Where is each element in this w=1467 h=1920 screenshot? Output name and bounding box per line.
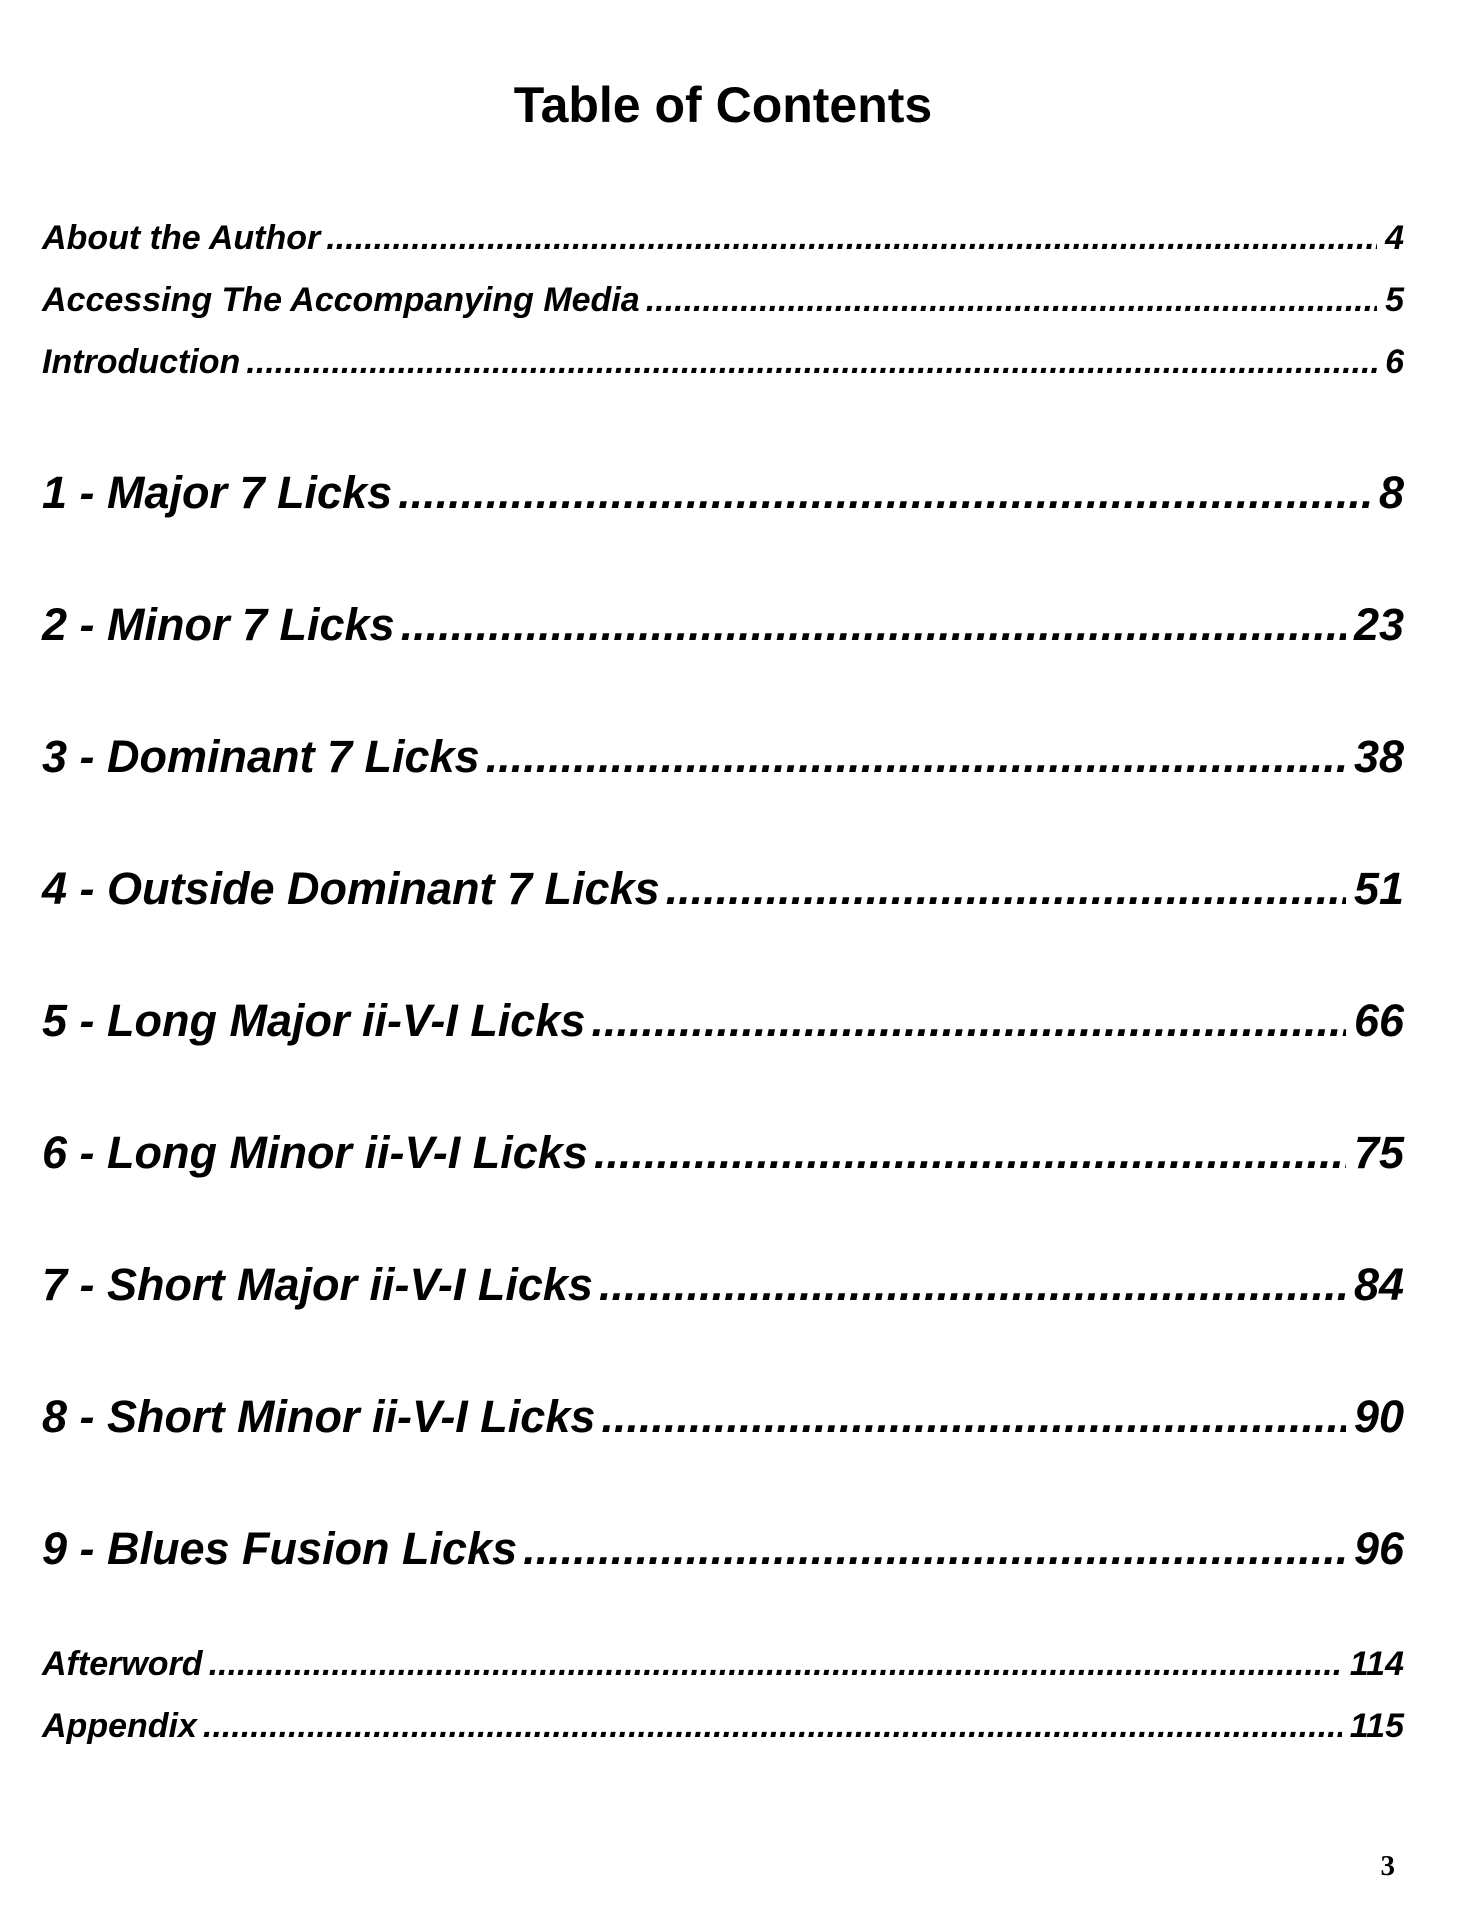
toc-entry-label: 8 - Short Minor ii-V-I Licks [42,1391,596,1442]
dot-leader [601,1391,1346,1443]
toc-entry-page: 90 [1353,1391,1404,1442]
toc-entry-chapter-3 [42,731,1404,783]
dot-leader [599,1259,1346,1311]
toc-entry-chapter-9 [42,1523,1404,1575]
toc-entry-chapter-1 [42,467,1404,519]
toc-entry-page: 115 [1349,1707,1404,1745]
dot-leader [203,1695,1342,1757]
toc-entry-label: 4 - Outside Dominant 7 Licks [42,863,660,914]
dot-leader [666,863,1346,915]
chapter-list [42,467,1404,1575]
toc-entry-page: 84 [1353,1259,1404,1310]
dot-leader [209,1633,1342,1695]
dot-leader [401,599,1346,651]
toc-entry-label: Introduction [42,343,241,381]
toc-entry-page: 96 [1353,1523,1404,1574]
toc-entry-label: 5 - Long Major ii-V-I Licks [42,995,586,1046]
toc-entry-label: Afterword [42,1645,203,1683]
toc-entry-label: 1 - Major 7 Licks [42,467,393,518]
front-matter-list [42,207,1404,393]
toc-entry-appendix [42,1695,1404,1757]
toc-entry-label: 3 - Dominant 7 Licks [42,731,480,782]
toc-entry-accessing-media [42,269,1404,331]
toc-entry-chapter-7 [42,1259,1404,1311]
toc-entry-page: 75 [1353,1127,1404,1178]
toc-entry-chapter-2 [42,599,1404,651]
toc-entry-label: Accessing The Accompanying Media [42,281,640,319]
toc-entry-label: About the Author [42,219,321,257]
toc-entry-page: 6 [1385,343,1404,381]
dot-leader [486,731,1346,783]
toc-entry-chapter-5 [42,995,1404,1047]
toc-entry-label: Appendix [42,1707,197,1745]
toc-entry-chapter-4 [42,863,1404,915]
dot-leader [591,995,1346,1047]
page-number: 3 [1380,1850,1395,1882]
toc-entry-page: 38 [1353,731,1404,782]
dot-leader [646,269,1377,331]
toc-entry-label: 9 - Blues Fusion Licks [42,1523,518,1574]
toc-entry-page: 51 [1353,863,1404,914]
back-matter-list [42,1633,1404,1757]
dot-leader [523,1523,1346,1575]
toc-entry-introduction [42,331,1404,393]
dot-leader [398,467,1371,519]
dot-leader [326,207,1377,269]
dot-leader [594,1127,1346,1179]
toc-entry-label: 2 - Minor 7 Licks [42,599,395,650]
toc-entry-chapter-6 [42,1127,1404,1179]
toc-entry-about-the-author [42,207,1404,269]
toc-entry-page: 114 [1349,1645,1404,1683]
dot-leader [246,331,1377,393]
toc-entry-afterword [42,1633,1404,1695]
toc-entry-page: 5 [1385,281,1404,319]
toc-entry-label: 7 - Short Major ii-V-I Licks [42,1259,593,1310]
toc-entry-page: 4 [1385,219,1404,257]
toc-entry-page: 23 [1353,599,1404,650]
toc-entry-page: 8 [1378,467,1404,518]
toc-entry-chapter-8 [42,1391,1404,1443]
page-title: Table of Contents [513,77,933,133]
toc-entry-label: 6 - Long Minor ii-V-I Licks [42,1127,588,1178]
toc-entry-page: 66 [1353,995,1404,1046]
